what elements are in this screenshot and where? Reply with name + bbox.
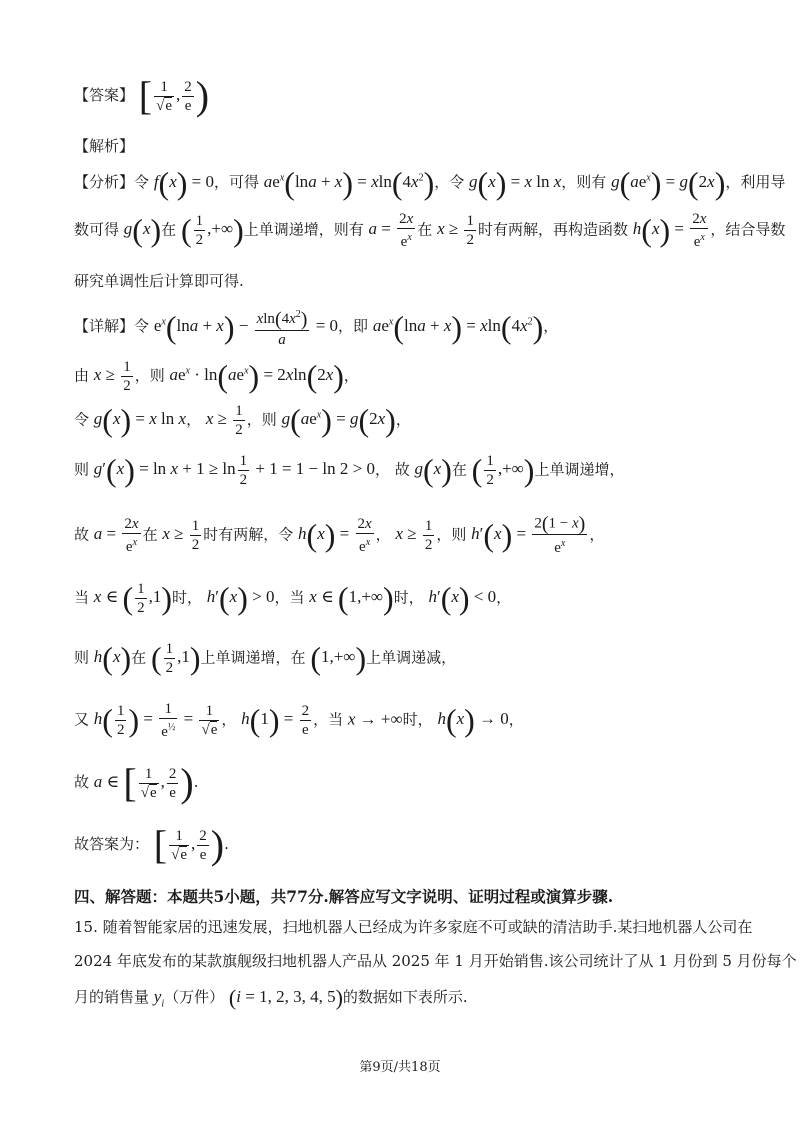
detail-line-6: 当 x ∈ ( $\frac{1}{2}$ ,1)时， h′(x) > 0，当 x ∈ (1,+∞)时， h′(x) < 0，: [74, 580, 512, 617]
detail-line-4: 则 g′(x) = ln x + 1 ≥ ln $\frac{1}{2}$ + 1 = 1 − ln 2 > 0， 故 g(x)在 ( $\frac{1}{2}$ ,+∞)上单调递增，: [74, 452, 625, 489]
q15-line-2: 2024 年底发布的某款旗舰级扫地机器人产品从 2025 年 1 月开始销售.该公司统计了从 1 月份到 5 月份每个: [74, 952, 797, 970]
detail-line-7: 则 h(x)在 ( $\frac{1}{2}$ ,1)上单调递增，在 (1,+∞)上单调递减，: [74, 640, 457, 677]
q15-line-1: 15. 随着智能家居的迅速发展，扫地机器人已经成为许多家庭不可或缺的清洁助手.某扫地机器人公司在: [74, 918, 753, 936]
detail-line-5: 故 a = $\frac{2x}{e^x}$ 在 x ≥ $\frac{1}{2}$ 时有两解，令 h(x) = $\frac{2x}{e^x}$ ， x ≥ $\frac{1}{2}$ ，则 h′(x) = $\frac{2(1 - x)}{e^x}$ ，: [74, 513, 605, 556]
answer-line: 【答案】 [ $\frac{1}{√e}$ , $\frac{2}{e}$ ): [74, 73, 210, 118]
detail-line-9: 故 a ∈ [ $\frac{1}{√e}$ , $\frac{2}{e}$ ).: [74, 760, 199, 805]
detail-line-8: 又 h( $\frac{1}{2}$ ) = $\frac{1}{e^{\frac{1}{2}}}$ = $\frac{1}{√e}$ ， h(1) = $\frac{2}{e}$ ，当 x → +∞时， h(x) → 0，: [74, 701, 524, 740]
answer-lower-bound: $\frac{1}{√e}$: [156, 78, 173, 114]
section-heading: 四、解答题：本题共5小题，共77分.解答应写文字说明、证明过程或演算步骤.: [74, 887, 614, 906]
answer-label: 【答案】: [74, 86, 135, 104]
answer-upper-bound: $\frac{2}{e}$: [184, 78, 192, 114]
analysis-line-1: 【分析】令 f(x) = 0，可得 $ae^x(\ln a + x) = xln(4x^2)$，令 g(x) = x ln x，则有 $g(ae^x) = g(2x)$，利用导: [74, 165, 786, 201]
detail-line-2: 由 x ≥ $\frac{1}{2}$ ，则 $ae^x \cdot \ln(ae^x) = 2xln(2x)$，: [74, 358, 359, 395]
analysis-label: 【解析】: [74, 137, 135, 155]
page-footer: 第9页/共18页: [359, 1060, 441, 1075]
detail-line-1: 【详解】令 $e^x(\ln a + x)$ − $\frac{xln(4x^2)}{a}$ = 0，即 $ae^x(\ln a + x) = xln(4x^2)$，: [74, 306, 558, 349]
analysis-line-3: 研究单调性后计算即可得.: [74, 272, 244, 290]
detail-line-3: 令 g(x) = x ln x， x ≥ $\frac{1}{2}$ ，则 $g(ae^x) = g(2x)$，: [74, 402, 411, 439]
final-answer-line: 故答案为： [ $\frac{1}{√e}$ , $\frac{2}{e}$ ).: [74, 822, 229, 867]
q15-line-3: 月的销售量 $y_i$（万件） (i = 1, 2, 3, 4, 5)的数据如下表所示.: [74, 985, 468, 1011]
analysis-line-2: 数可得 g(x)在 ( $\frac{1}{2}$ ,+∞)上单调递增，则有 a = $\frac{2x}{e^x}$ 在 x ≥ $\frac{1}{2}$ 时有两解，再构造函数 h(x) = $\frac{2x}{e^x}$ ，结合导数: [74, 211, 786, 250]
